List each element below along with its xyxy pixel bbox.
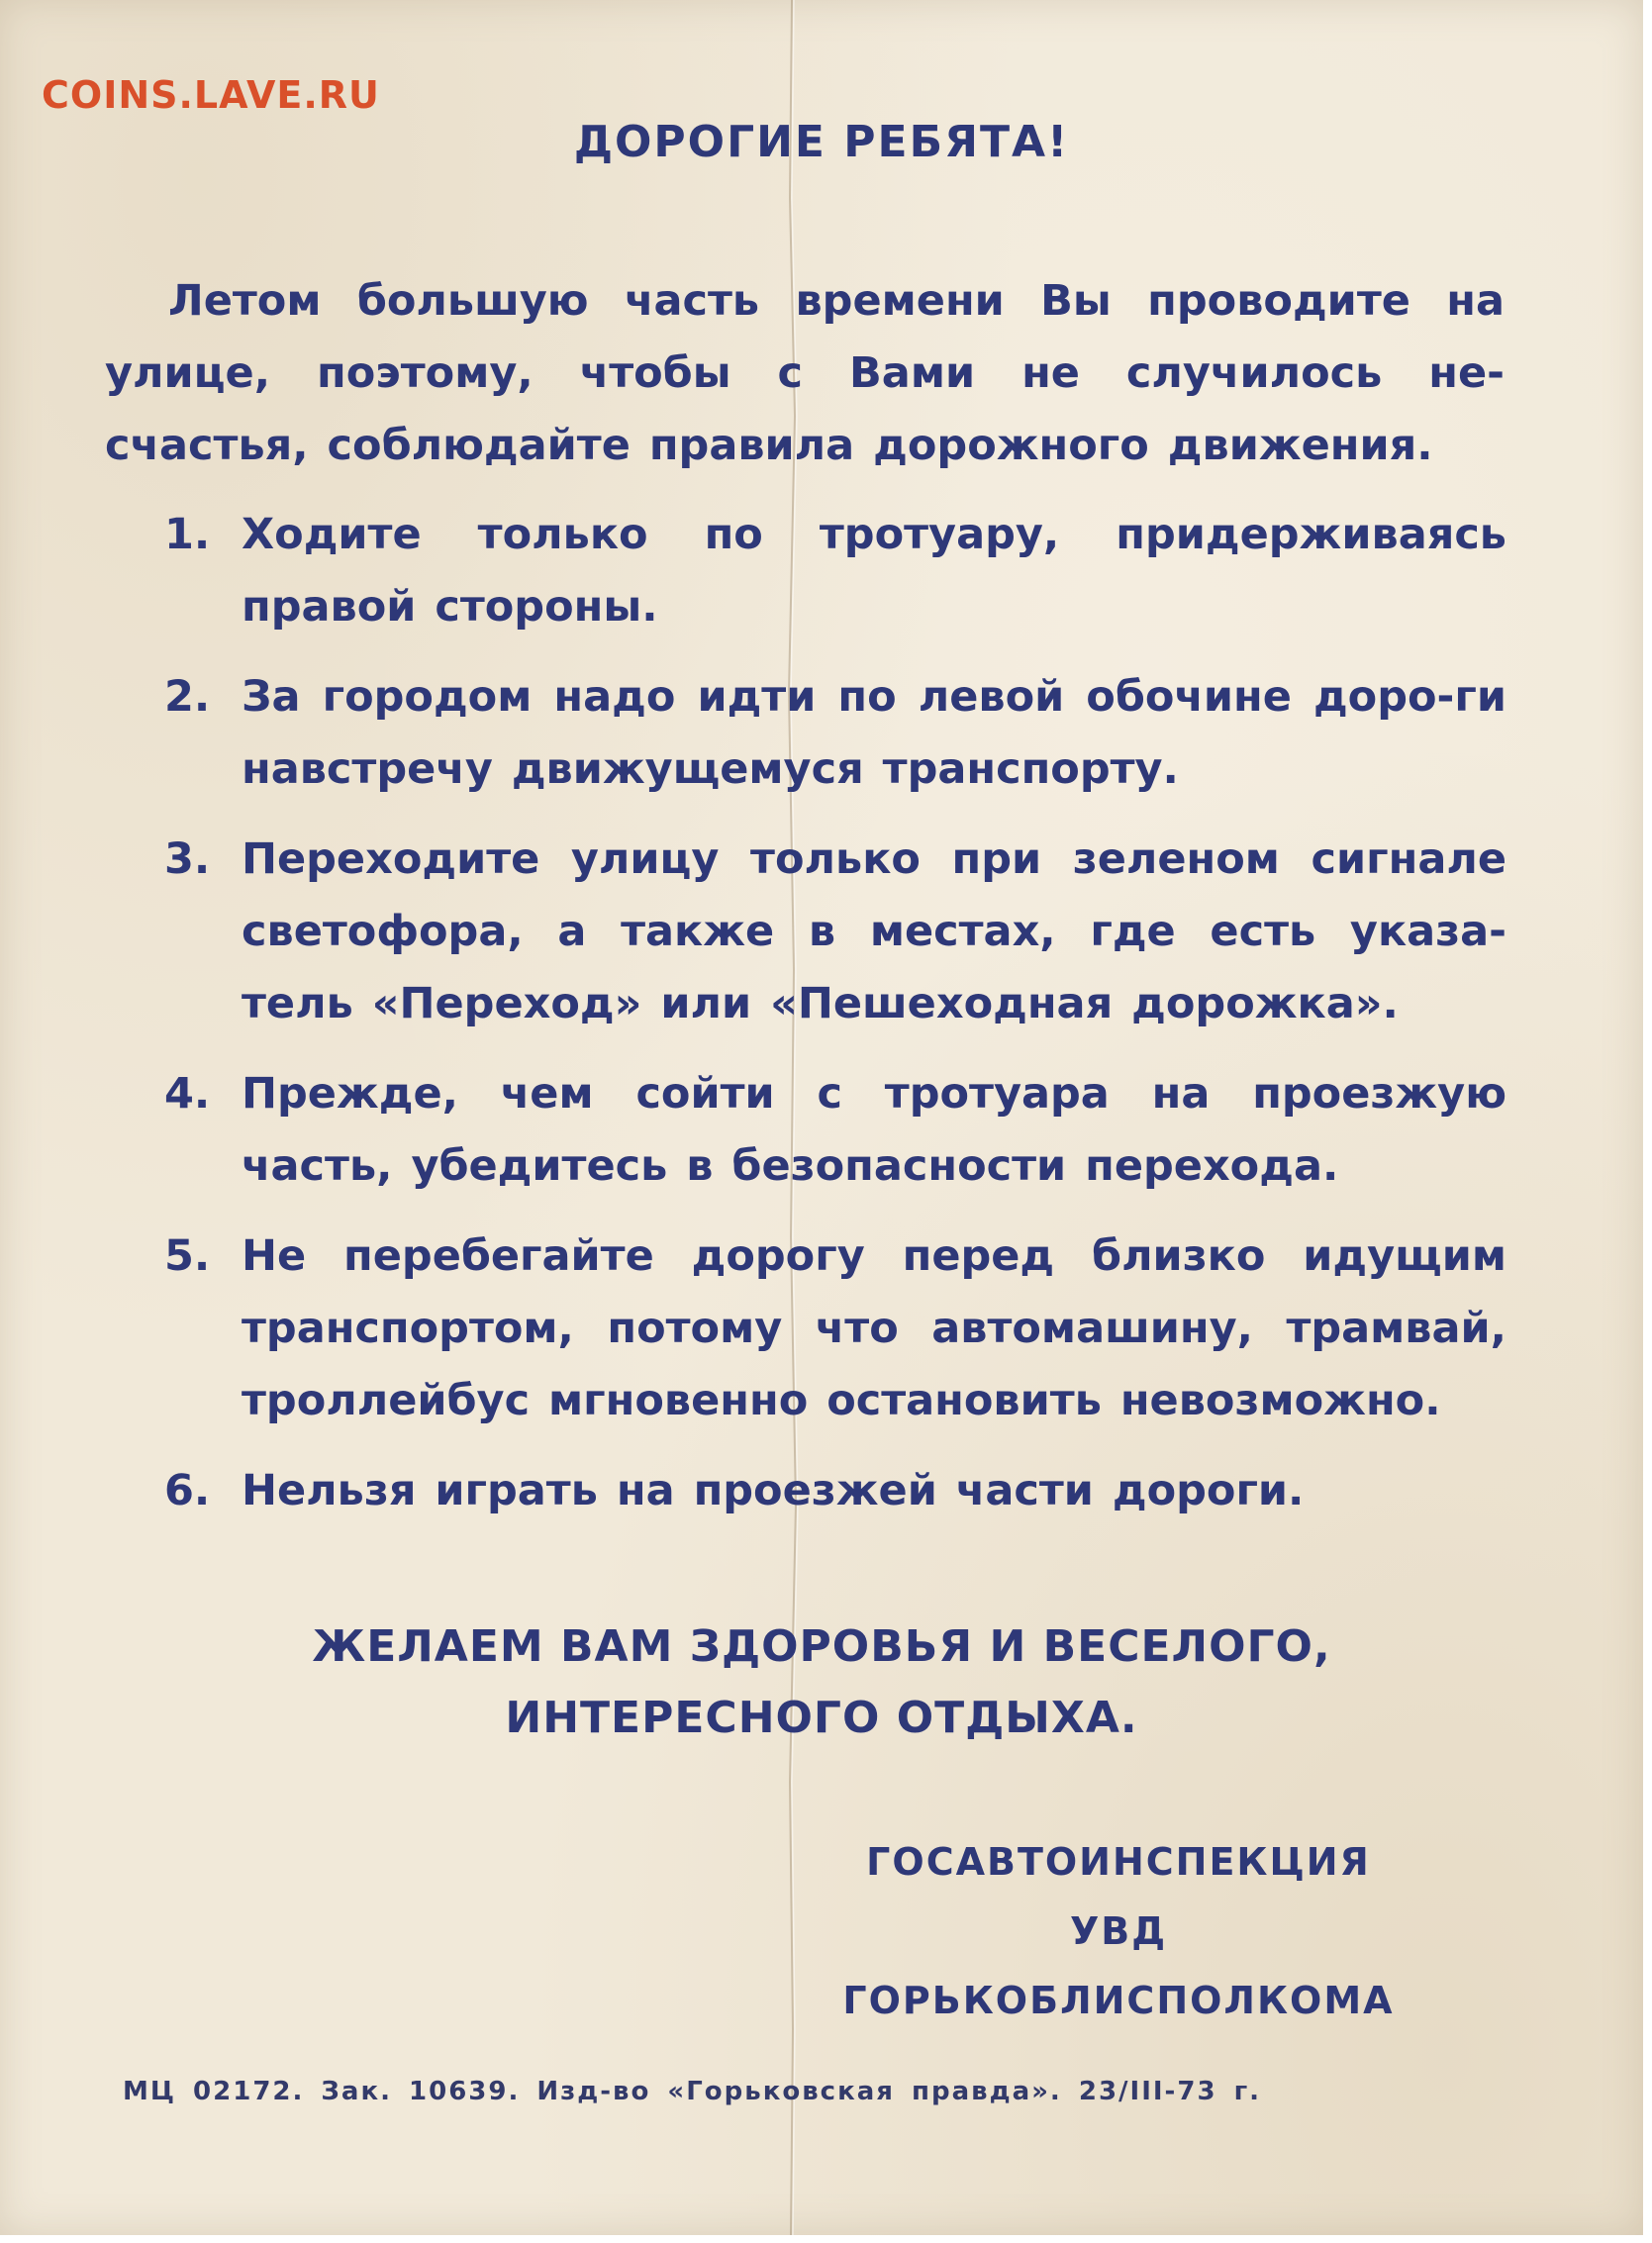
rule-text: За городом надо идти по левой обочине доро-ги навстречу движущемуся транспорту. [242,672,1506,794]
signature-line-2: ГОРЬКОБЛИСПОЛКОМА [842,1979,1395,2022]
closing-wish [0,1611,1643,1754]
intro-paragraph: Летом большую часть времени Вы проводите на улице, поэтому, чтобы с Вами не случилось не-счастья, соблюдайте правила дорожного движения. [105,276,1505,470]
rule-number: 4. [164,1069,211,1119]
rule-number: 3. [164,834,211,884]
rule-number: 2. [164,672,211,722]
rule-text: Нельзя играть на проезжей части дороги. [242,1466,1305,1515]
rule-item [164,1058,1506,1203]
rule-item [164,499,1506,643]
rule-item [164,661,1506,806]
signature-block [822,1827,1415,2035]
closing-line-1: ЖЕЛАЕМ ВАМ ЗДОРОВЬЯ И ВЕСЕЛОГО, [312,1621,1331,1672]
rule-number: 1. [164,510,211,559]
rule-text: Не перебегайте дорогу перед близко идущим транспортом, потому что автомашину, трамвай, троллейбус мгновенно остановить невозможно. [242,1231,1506,1425]
rule-number: 6. [164,1466,211,1515]
signature-line-1: ГОСАВТОИНСПЕКЦИЯ УВД [866,1840,1371,1953]
rule-text: Ходите только по тротуару, придерживаясь правой стороны. [242,510,1506,632]
rule-item [164,824,1506,1040]
rule-number: 5. [164,1231,211,1281]
rule-item [164,1220,1506,1437]
rule-text: Прежде, чем сойти с тротуара на проезжую часть, убедитесь в безопасности перехода. [242,1069,1506,1191]
rules-list [164,499,1506,1545]
page-title: ДОРОГИЕ РЕБЯТА! [573,117,1070,167]
rule-text: Переходите улицу только при зеленом сигнале светофора, а также в местах, где есть указа-тель «Переход» или «Пешеходная дорожка». [242,834,1506,1028]
rule-item [164,1455,1506,1527]
watermark-label: COINS.LAVE.RU [42,73,380,117]
closing-line-2: ИНТЕРЕСНОГО ОТДЫХА. [505,1693,1138,1743]
print-imprint: МЦ 02172. Зак. 10639. Изд-во «Горьковская правда». 23/III-73 г. [123,2077,1262,2106]
